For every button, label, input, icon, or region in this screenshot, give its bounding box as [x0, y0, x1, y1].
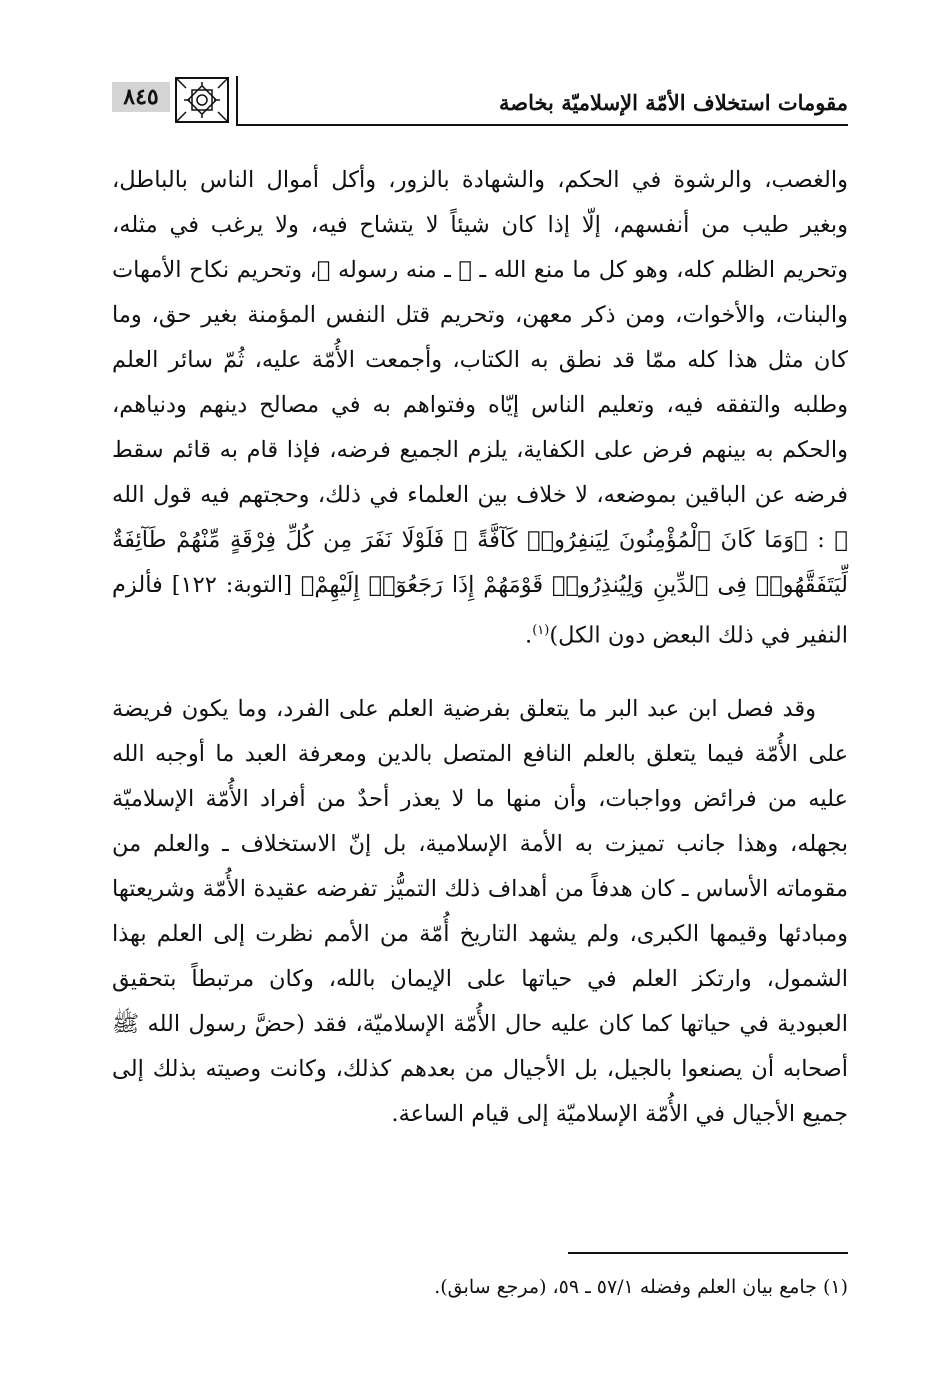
header-rule: [236, 124, 848, 126]
footnote: (١) جامع بيان العلم وفضله ٥٧/١ ـ ٥٩، (مرجع سابق).: [434, 1276, 848, 1298]
ornament-icon: [174, 76, 230, 124]
running-title: مقومات استخلاف الأمّة الإسلاميّة بخاصة: [499, 90, 848, 115]
paragraph-1-text: والغصب، والرشوة في الحكم، والشهادة بالزور، وأكل أموال الناس بالباطل، وبغير طيب من أنفسهم، إلّا إذا كان شيئاً لا يتشاح فيه، ولا يرغب في مثله، وتحريم الظلم كله، وهو كل ما منع الله ـ ﷻ ـ منه رسوله ﷺ، وتحريم نكاح الأمهات والبنات، والأخوات، ومن ذكر معهن، وتحريم قتل النفس المؤمنة بغير حق، وما كان مثل هذا كله ممّا قد نطق به الكتاب، وأجمعت الأُمّة عليه، ثُمّ سائر العلم وطلبه والتفقه فيه، وتعليم الناس إيّاه وفتواهم به في مصالح دينهم ودنياهم، والحكم به بينهم فرض على الكفاية، يلزم الجميع فرضه، فإذا قام به قائم سقط فرضه عن الباقين بموضعه، لا خلاف بين العلماء في ذلك، وحجتهم فيه قول الله ﷻ :: [112, 167, 848, 553]
paragraph-1-end: .: [525, 622, 533, 649]
page-number: ٨٤٥: [112, 82, 170, 112]
footnote-marker[interactable]: (١): [532, 623, 550, 638]
paragraph-1-continuation: فألزم النفير في ذلك البعض دون الكل): [112, 572, 848, 649]
paragraph-1: [112, 158, 848, 659]
header-divider: [236, 76, 238, 126]
footnote-rule: [568, 1252, 848, 1254]
main-text: [112, 158, 848, 1137]
page-header: [112, 68, 848, 124]
quran-verse: ﴿وَمَا كَانَ ٱلْمُؤْمِنُونَ لِيَنفِرُوا۟ كَآفَّةً ۚ فَلَوْلَا نَفَرَ مِن كُلِّ فِرْقَةٍ مِّنْهُمْ طَآئِفَةٌ لِّيَتَفَقَّهُوا۟ فِى ٱلدِّينِ وَلِيُنذِرُوا۟ قَوْمَهُمْ إِذَا رَجَعُوٓا۟ إِلَيْهِمْ﴾: [112, 527, 848, 598]
paragraph-2: وقد فصل ابن عبد البر ما يتعلق بفرضية العلم على الفرد، وما يكون فريضة على الأُمّة فيما يتعلق بالعلم النافع المتصل بالدين ومعرفة العبد ما أوجبه الله عليه من فرائض وواجبات، وأن منها ما لا يعذر أحدٌ من أفراد الأُمّة الإسلاميّة بجهله، وهذا جانب تميزت به الأمة الإسلامية، بل إنّ الاستخلاف ـ والعلم من مقوماته الأساس ـ كان هدفاً من أهداف ذلك التميُّز تفرضه عقيدة الأُمّة وشريعتها ومبادئها وقيمها الكبرى، ولم يشهد التاريخ أُمّة من الأمم نظرت إلى العلم بهذا الشمول، وارتكز العلم في حياتها على الإيمان بالله، وكان مرتبطاً بتحقيق العبودية في حياتها كما كان عليه حال الأُمّة الإسلاميّة، فقد (حضَّ رسول الله ﷺ أصحابه أن يصنعوا بالجيل، بل الأجيال من بعدهم كذلك، وكانت وصيته بذلك إلى جميع الأجيال في الأُمّة الإسلاميّة إلى قيام الساعة.: [112, 695, 848, 1127]
verse-reference: [التوبة: ١٢٢]: [171, 572, 292, 598]
